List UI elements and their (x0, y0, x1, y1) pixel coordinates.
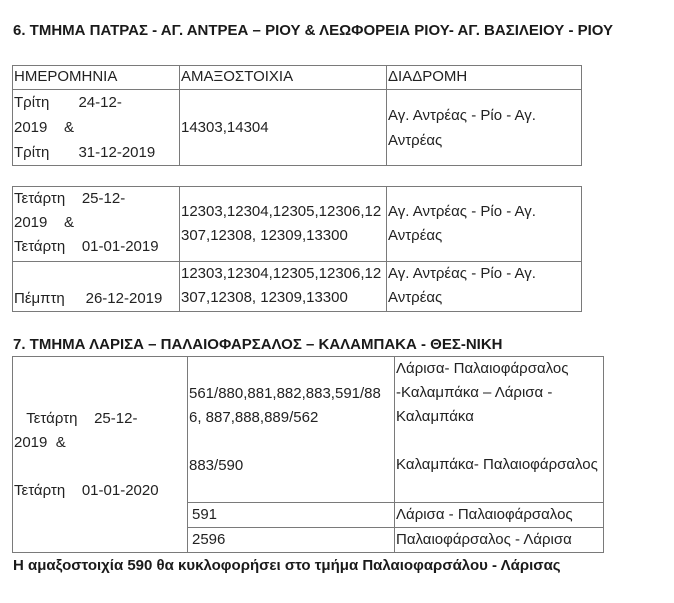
header-trains: ΑΜΑΞΟΣΤΟΙΧΙΑ (180, 66, 387, 90)
section6-title: 6. ΤΜΗΜΑ ΠΑΤΡΑΣ - ΑΓ. ΑΝΤΡΕΑ – ΡΙΟΥ & ΛΕΩΦΟΡΕΙΑ ΡΙΟΥ- ΑΓ. ΒΑΣΙΛΕΙΟΥ - ΡΙΟΥ (13, 22, 614, 39)
row-trains: 2596 (188, 528, 395, 553)
table-header-row (13, 66, 582, 90)
row-date: Τετάρτη 25-12- 2019 & Τετάρτη 01-01-2019 (13, 187, 180, 262)
row-date: Τετάρτη 25-12- 2019 & Τετάρτη 01-01-2020 (13, 357, 188, 553)
section6-table2 (12, 186, 582, 312)
row-trains: 12303,12304,12305,12306,12307,12308, 12309,13300 (180, 262, 387, 312)
header-date: ΗΜΕΡΟΜΗΝΙΑ (13, 66, 180, 90)
row-route: Λάρισα - Παλαιοφάρσαλος (395, 503, 604, 528)
row-trains: 591 (188, 503, 395, 528)
section7-note: Η αμαξοστοιχία 590 θα κυκλοφορήσει στο τμήμα Παλαιοφαρσάλου - Λάρισας (13, 557, 561, 574)
table-row (13, 90, 582, 166)
row-trains: 12303,12304,12305,12306,12307,12308, 12309,13300 (180, 187, 387, 262)
section7-table (12, 356, 604, 553)
section7-title: 7. ΤΜΗΜΑ ΛΑΡΙΣΑ – ΠΑΛΑΙΟΦΑΡΣΑΛΟΣ – ΚΑΛΑΜΠΑΚΑ - ΘΕΣ-ΝΙΚΗ (13, 336, 503, 353)
table-row (13, 262, 582, 312)
row-date: Πέμπτη 26-12-2019 (13, 262, 180, 312)
row-trains: 14303,14304 (180, 90, 387, 166)
row-route: Αγ. Αντρέας - Ρίο - Αγ. Αντρέας (387, 187, 582, 262)
row-route: Παλαιοφάρσαλος - Λάρισα (395, 528, 604, 553)
row-trains: 561/880,881,882,883,591/886, 887,888,889/562 883/590 (188, 357, 395, 503)
row-route: Αγ. Αντρέας - Ρίο - Αγ. Αντρέας (387, 90, 582, 166)
row-route: Λάρισα- Παλαιοφάρσαλος -Καλαμπάκα – Λάρισα - Καλαμπάκα Καλαμπάκα- Παλαιοφάρσαλος (395, 357, 604, 503)
table-row (13, 187, 582, 262)
row-date: Τρίτη 24-12- 2019 & Τρίτη 31-12-2019 (13, 90, 180, 166)
header-route: ΔΙΑΔΡΟΜΗ (387, 66, 582, 90)
table-row (13, 357, 604, 503)
section6-table1 (12, 65, 582, 166)
row-route: Αγ. Αντρέας - Ρίο - Αγ. Αντρέας (387, 262, 582, 312)
